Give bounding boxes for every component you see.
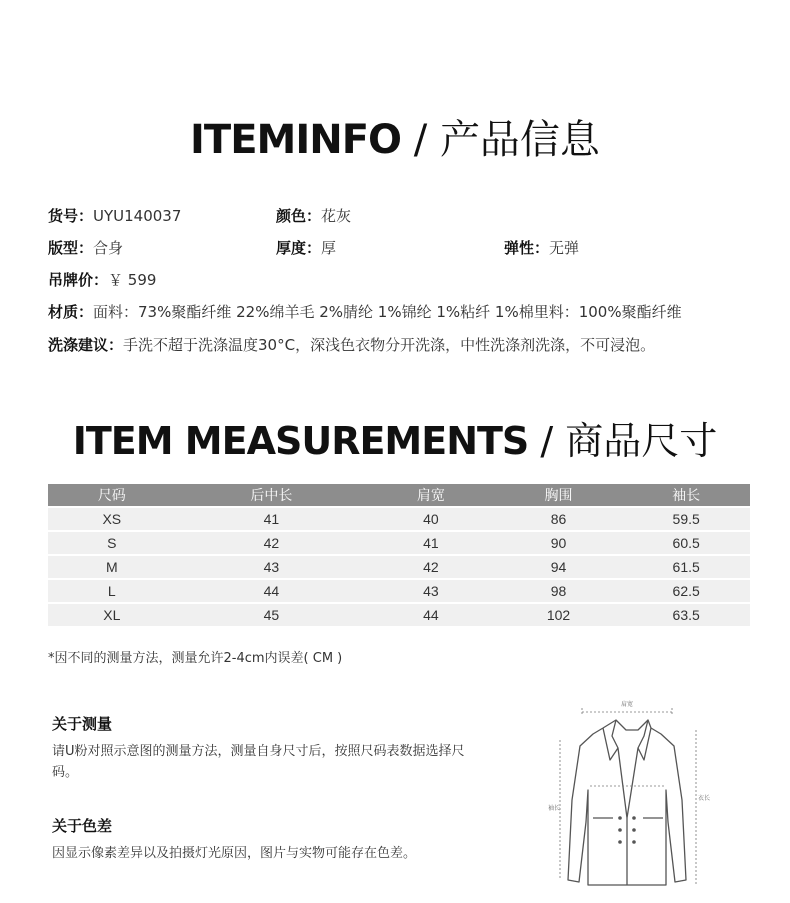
header-chest: 胸围 xyxy=(495,484,623,506)
item-number-label: 货号： xyxy=(48,207,94,225)
table-cell: 60.5 xyxy=(622,532,750,554)
table-row xyxy=(48,580,750,602)
price-value: ￥ 599 xyxy=(108,271,157,289)
table-row xyxy=(48,532,750,554)
body-length-label: 衣长 xyxy=(697,795,711,802)
elasticity-label: 弹性： xyxy=(504,239,550,257)
wash-row xyxy=(48,334,655,355)
table-cell: 86 xyxy=(495,508,623,530)
header-back-length: 后中长 xyxy=(176,484,367,506)
table-cell: 45 xyxy=(176,604,367,626)
thickness-row xyxy=(276,237,336,258)
table-cell: S xyxy=(48,532,176,554)
blazer-outline xyxy=(568,720,686,885)
price-row xyxy=(48,269,156,290)
item-info-title-en: ITEMINFO xyxy=(190,117,402,163)
table-cell: 41 xyxy=(176,508,367,530)
table-cell: XL xyxy=(48,604,176,626)
about-color-heading: 关于色差 xyxy=(52,817,113,835)
thickness-value: 厚 xyxy=(321,239,337,257)
blazer-measurement-diagram xyxy=(548,690,718,895)
table-cell: 63.5 xyxy=(622,604,750,626)
elasticity-value: 无弹 xyxy=(549,239,580,257)
header-shoulder: 肩宽 xyxy=(367,484,495,506)
elasticity-row xyxy=(504,237,579,258)
table-cell: 42 xyxy=(367,556,495,578)
item-info-title xyxy=(0,108,790,165)
about-measure-text: 请U粉对照示意图的测量方法，测量自身尺寸后，按照尺码表数据选择尺码。 xyxy=(52,744,465,780)
table-cell: 44 xyxy=(367,604,495,626)
item-info-title-cn: / 产品信息 xyxy=(401,117,600,163)
table-cell: 42 xyxy=(176,532,367,554)
measurements-title xyxy=(0,410,790,465)
table-cell: 61.5 xyxy=(622,556,750,578)
table-row xyxy=(48,556,750,578)
measure-lines xyxy=(560,708,696,885)
table-header-row xyxy=(48,484,750,506)
fit-value: 合身 xyxy=(93,239,124,257)
about-measure-heading: 关于测量 xyxy=(52,715,113,733)
table-cell: 94 xyxy=(495,556,623,578)
table-cell: XS xyxy=(48,508,176,530)
table-cell: 62.5 xyxy=(622,580,750,602)
table-cell: 44 xyxy=(176,580,367,602)
material-row xyxy=(48,301,682,322)
color-label: 颜色： xyxy=(276,207,322,225)
table-cell: 102 xyxy=(495,604,623,626)
material-label: 材质： xyxy=(48,303,94,321)
header-sleeve: 袖长 xyxy=(622,484,750,506)
table-cell: 40 xyxy=(367,508,495,530)
color-row xyxy=(276,205,351,226)
thickness-label: 厚度： xyxy=(276,239,322,257)
table-row xyxy=(48,604,750,626)
header-size: 尺码 xyxy=(48,484,176,506)
size-table xyxy=(48,482,750,628)
material-value: 面料：73%聚酯纤维 22%绵羊毛 2%腈纶 1%锦纶 1%粘纤 1%棉里料：100%聚酯纤维 xyxy=(93,303,682,321)
about-color-text: 因显示像素差异以及拍摄灯光原因，图片与实物可能存在色差。 xyxy=(52,846,417,861)
sleeve-length-label: 袖长 xyxy=(548,805,561,812)
wash-value: 手洗不超于洗涤温度30°C，深浅色衣物分开洗涤，中性洗涤剂洗涤，不可浸泡。 xyxy=(123,336,656,354)
shoulder-width-label: 肩宽 xyxy=(620,701,634,708)
table-cell: 90 xyxy=(495,532,623,554)
item-number-row xyxy=(48,205,181,226)
measurements-title-cn: / 商品尺寸 xyxy=(528,419,718,463)
wash-label: 洗涤建议： xyxy=(48,336,124,354)
table-row xyxy=(48,508,750,530)
table-cell: 98 xyxy=(495,580,623,602)
color-value: 花灰 xyxy=(321,207,352,225)
table-cell: L xyxy=(48,580,176,602)
fit-row xyxy=(48,237,123,258)
item-number-value: UYU140037 xyxy=(93,207,182,225)
measurements-title-en: ITEM MEASUREMENTS xyxy=(72,419,529,463)
measurement-note: *因不同的测量方法，测量允许2-4cm内误差( CM ) xyxy=(48,651,343,666)
table-cell: 59.5 xyxy=(622,508,750,530)
table-cell: 43 xyxy=(367,580,495,602)
price-label: 吊牌价： xyxy=(48,271,109,289)
table-cell: 43 xyxy=(176,556,367,578)
table-cell: M xyxy=(48,556,176,578)
table-cell: 41 xyxy=(367,532,495,554)
fit-label: 版型： xyxy=(48,239,94,257)
